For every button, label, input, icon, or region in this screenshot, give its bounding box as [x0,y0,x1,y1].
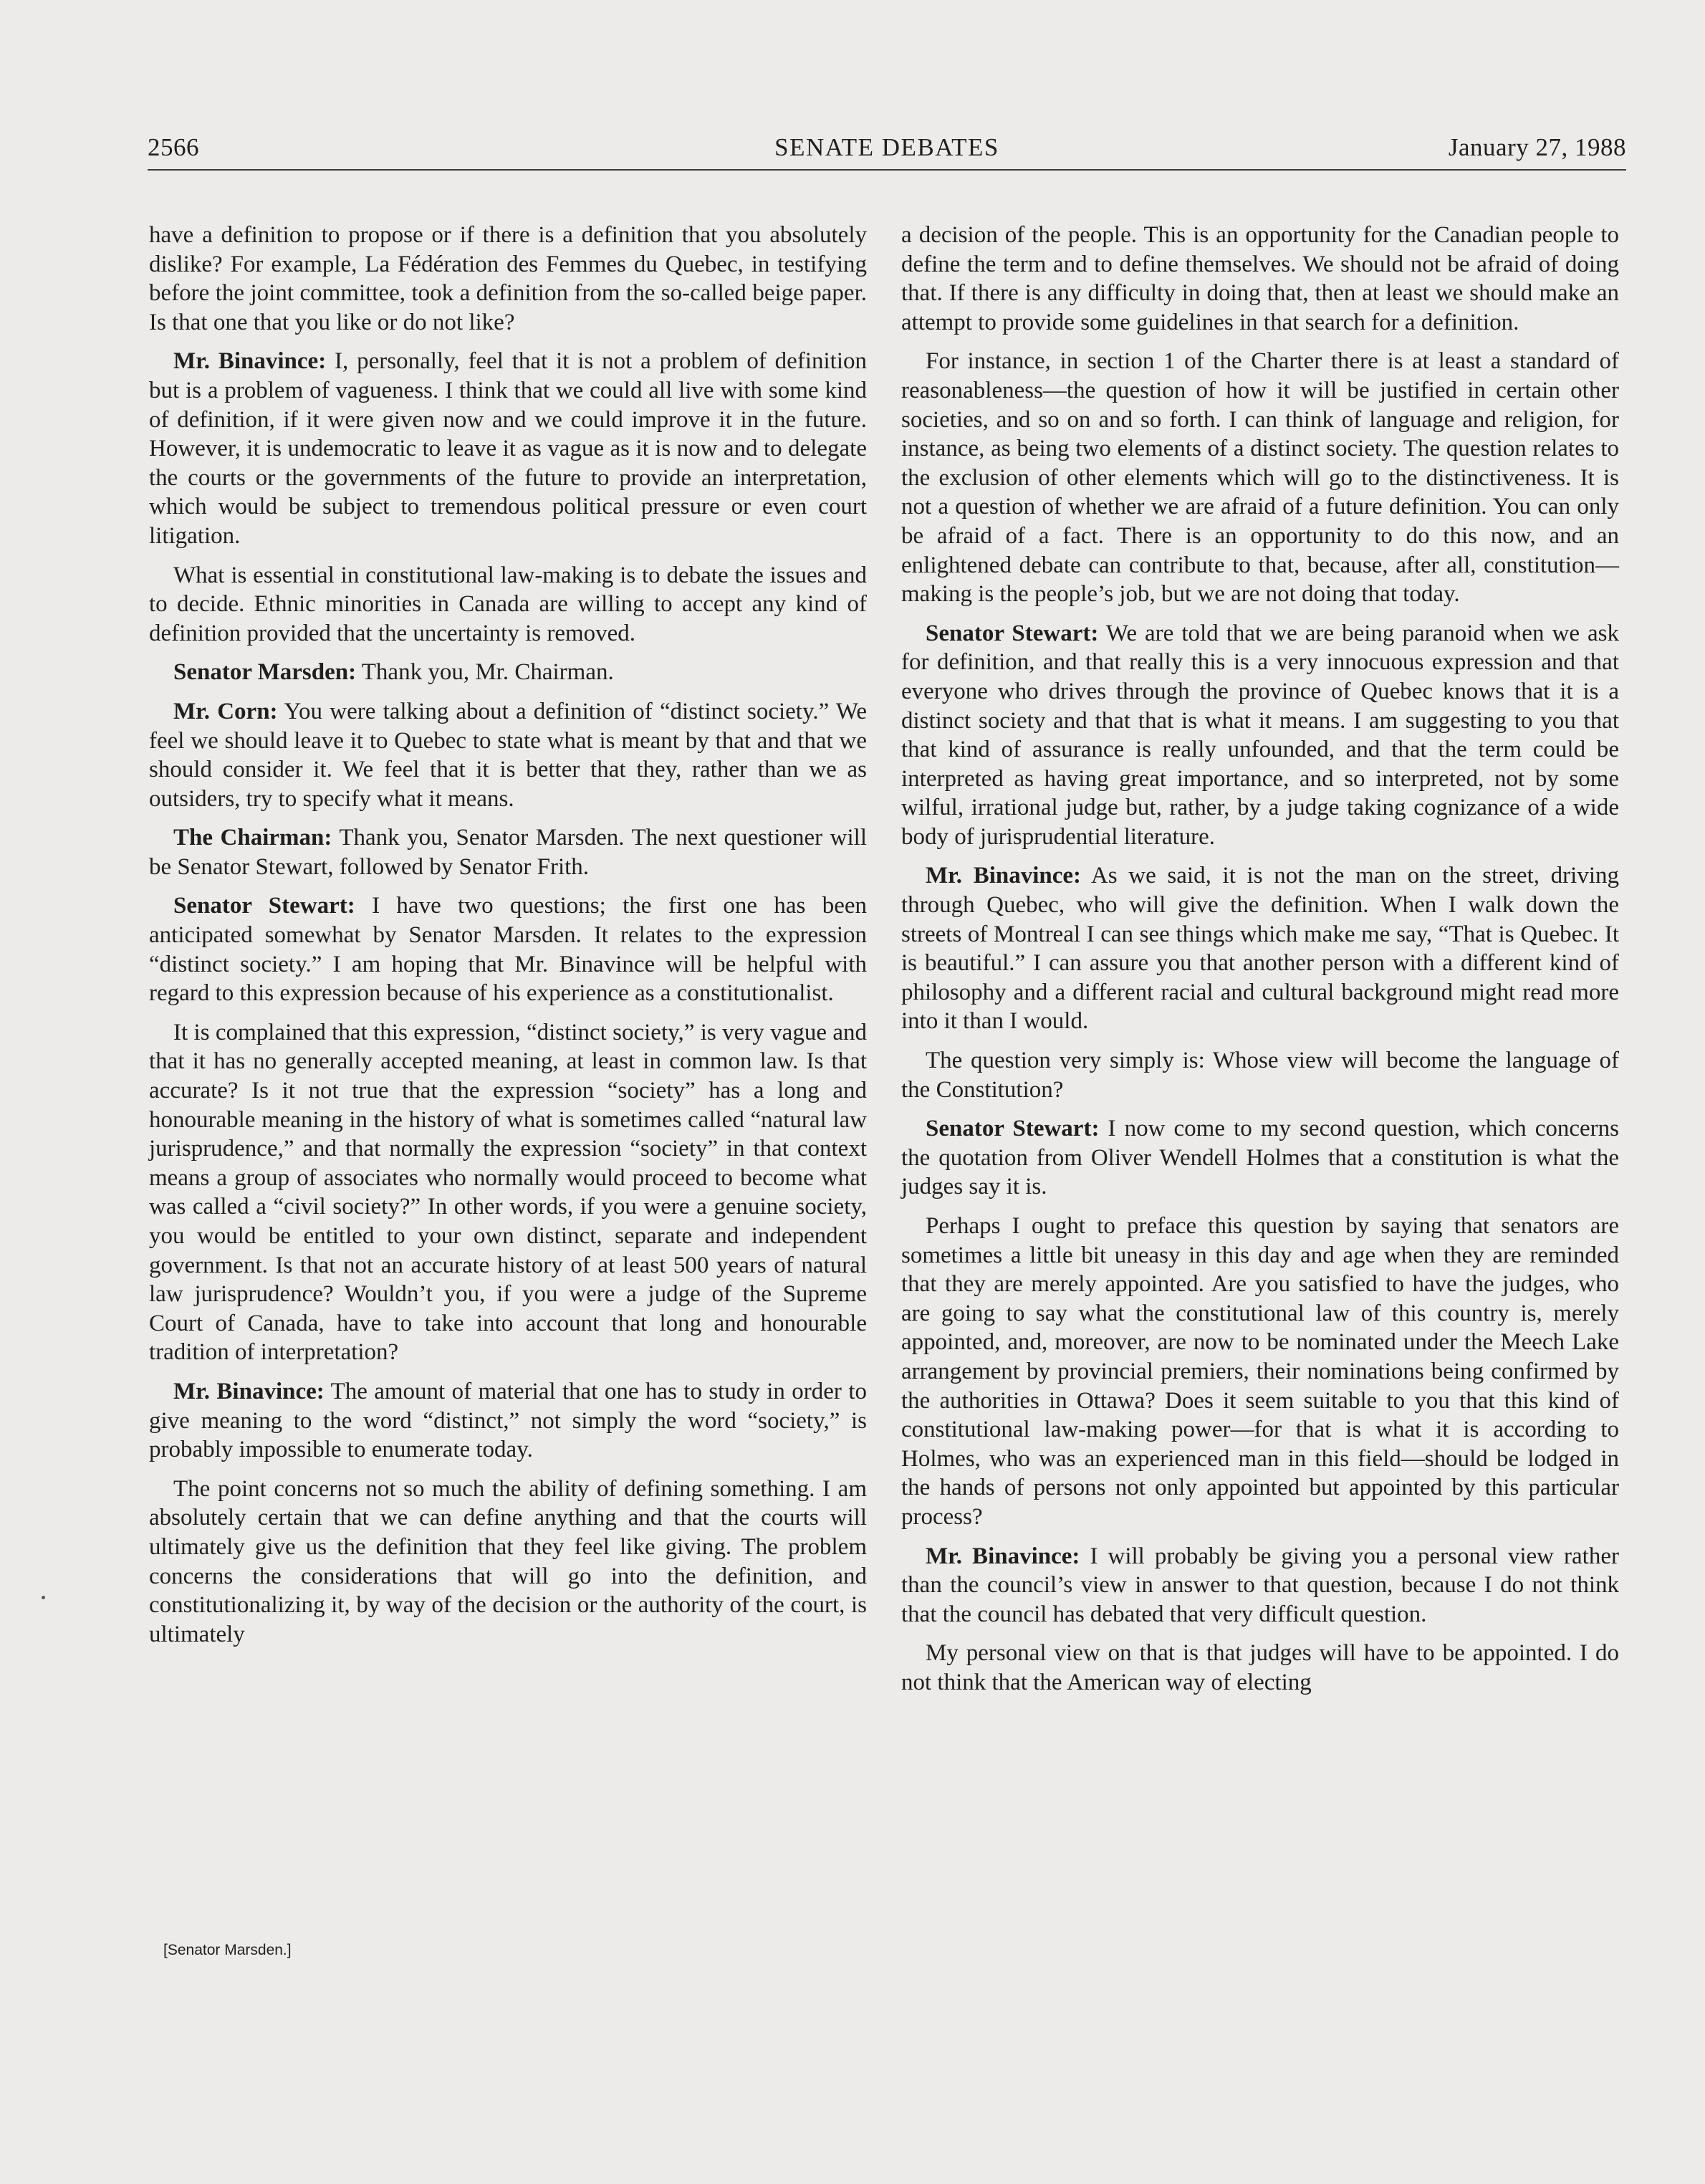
speaker-name: Mr. Binavince: [173,1378,325,1404]
speaker-name: Mr. Binavince: [926,863,1082,889]
paragraph-text: It is complained that this expression, “distinct society,” is very vague and that it has no generally accepted meaning, at least in common law. Is that accurate? Is it not true that the expression “society” has a long and honourable meaning in the history of what is sometimes called “natural law jurisprudence,” and that normally the expression “society” in that context means a group of associates who normally would proceed to become what was called a “civil society?” In other words, if you were a genuine society, you would be entitled to your own distinct, separate and independent government. Is that not an accurate history of at least 500 years of natural law jurisprudence? Wouldn’t you, if you were a judge of the Supreme Court of Canada, have to take into account that long and honourable tradition of interpretation? [149,1019,867,1366]
paragraph [149,1475,867,1649]
paragraph-text: What is essential in constitutional law-making is to debate the issues and to decide. Ethnic minorities in Canada are willing to accept any kind of definition provided that the uncertainty is removed. [149,562,867,646]
paragraph [901,1542,1619,1629]
paragraph-text: Perhaps I ought to preface this question by saying that senators are sometimes a little bit uneasy in this day and age when they are reminded that they are merely appointed. Are you satisfied to have the judges, who are going to say what the constitutional law of this country is, merely appointed, and, moreover, are now to be nominated under the Meech Lake arrangement by provincial premiers, their nominations being confirmed by the authorities in Ottawa? Does it seem suitable to you that this kind of constitutional law-making power—for that is what it is according to Holmes, who was an experienced man in this field—should be lodged in the hands of persons not only appointed but appointed by this particular process? [901,1213,1619,1530]
page-header [148,133,1626,171]
paragraph-text: You were talking about a definition of “distinct society.” We feel we should leave it to Quebec to state what is meant by that and that we should consider it. We feel that it is better that they, rather than we as outsiders, try to specify what it means. [149,698,867,812]
paragraph [149,891,867,1007]
right-column [901,221,1619,1708]
speaker-name: Mr. Corn: [173,698,278,724]
paragraph [901,1639,1619,1697]
publication-title: SENATE DEBATES [774,133,999,161]
paragraph [901,221,1619,337]
paragraph-text: As we said, it is not the man on the street, driving through Quebec, who will give the definition. When I walk down the streets of Montreal I can see things which make me say, “That is Quebec. It is beautiful.” I can assure you that another person with a different kind of philosophy and a different racial and cultural background might read more into it than I would. [901,863,1619,1035]
paragraph [149,823,867,881]
paragraph [149,697,867,813]
paragraph [901,861,1619,1036]
paragraph [149,658,867,687]
paragraph-text: The point concerns not so much the ability of defining something. I am absolutely certain that we can define anything and that the courts will ultimately give us the definition that they feel like giving. The problem concerns the considerations that will go into the definition, and constitutionalizing it, by way of the decision or the authority of the court, is ultimately [149,1475,867,1647]
paragraph-text: Thank you, Mr. Chairman. [356,659,614,686]
paragraph-text: I will probably be giving you a personal view rather than the council’s view in answer to that question, because I do not think that the council has debated that very difficult question. [901,1543,1619,1627]
speaker-name: Senator Stewart: [173,893,355,919]
paragraph-text: I, personally, feel that it is not a problem of definition but is a problem of vagueness. I think that we could all live with some kind of definition, if it were given now and we could improve it in the future. However, it is undemocratic to leave it as vague as it is now and to delegate the courts or the governments of the future to provide an interpretation, which would be subject to tremendous political pressure or even court litigation. [149,348,867,549]
paragraph-text: have a definition to propose or if there is a definition that you absolutely dislike? For example, La Fédération des Femmes du Quebec, in testifying before the joint committee, took a definition from the so-called beige paper. Is that one that you like or do not like? [149,222,867,335]
page-number: 2566 [148,133,199,161]
scan-speck [42,1596,45,1599]
speaker-footnote: [Senator Marsden.] [163,1942,292,1958]
paragraph-text: Thank you, Senator Marsden. The next questioner will be Senator Stewart, followed by Senator Frith. [149,825,868,880]
paragraph [901,347,1619,608]
paragraph-text: For instance, in section 1 of the Charter there is at least a standard of reasonableness—the question of how it will be justified in certain other societies, and so on and so forth. I can think of language and religion, for instance, as being two elements of a distinct society. The question relates to the exclusion of other elements which will go to the distinctiveness. It is not a question of whether we are afraid of a future definition. You can only be afraid of a fact. There is an opportunity to do this now, and an enlightened debate can contribute to that, because, after all, constitution—making is the people’s job, but we are not doing that today. [901,348,1619,608]
speaker-name: Mr. Binavince: [926,1543,1080,1569]
paragraph [149,1377,867,1465]
speaker-name: Senator Stewart: [926,620,1099,646]
paragraph [901,619,1619,852]
paragraph [149,347,867,550]
paragraph-text: The amount of material that one has to study in order to give meaning to the word “distinct,” not simply the word “society,” is probably impossible to enumerate today. [149,1378,867,1463]
debate-date: January 27, 1988 [1448,133,1626,161]
speaker-name: Senator Stewart: [926,1116,1100,1142]
paragraph [901,1046,1619,1104]
paragraph-text: We are told that we are being paranoid when we ask for definition, and that really this is a very innocuous expression and that everyone who drives through the province of Quebec knows that it is a distinct society and that that is what it means. I am suggesting to you that that kind of assurance is really unfounded, and that the term could be interpreted as having great importance, and so interpreted, not by some wilful, irrational judge but, rather, by a judge taking cognizance of a wide body of jurisprudential literature. [901,620,1619,850]
paragraph-text: I have two questions; the first one has been anticipated somewhat by Senator Marsden. It relates to the expression “distinct society.” I am hoping that Mr. Binavince will be helpful with regard to this expression because of his experience as a constitutionalist. [149,893,867,1007]
left-column [149,221,867,1659]
paragraph [149,561,867,648]
paragraph-text: My personal view on that is that judges will have to be appointed. I do not think that the American way of electing [901,1640,1619,1695]
paragraph [149,221,867,337]
paragraph-text: I now come to my second question, which concerns the quotation from Oliver Wendell Holmes that a constitution is what the judges say it is. [901,1116,1619,1200]
speaker-name: The Chairman: [173,825,332,851]
paragraph [149,1018,867,1367]
paragraph [901,1114,1619,1202]
paragraph-text: The question very simply is: Whose view will become the language of the Constitution? [901,1048,1619,1103]
speaker-name: Senator Marsden: [173,659,357,686]
paragraph [901,1212,1619,1532]
paragraph-text: a decision of the people. This is an opportunity for the Canadian people to define the term and to define themselves. We should not be afraid of doing that. If there is any difficulty in doing that, then at least we should make an attempt to provide some guidelines in that search for a definition. [901,222,1619,335]
speaker-name: Mr. Binavince: [173,348,327,375]
